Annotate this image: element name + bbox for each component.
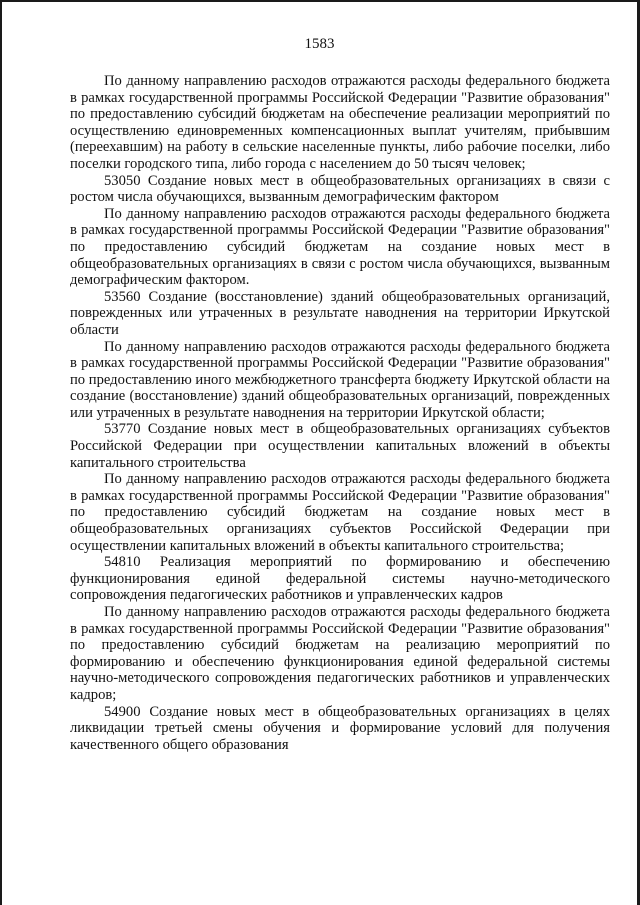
paragraph-code-heading: 53560 Создание (восстановление) зданий общеобразовательных организаций, поврежденных или утраченных в результате наводнения на территории Иркутской области [70, 288, 610, 338]
document-body [70, 73, 610, 753]
paragraph-code-heading: 54900 Создание новых мест в общеобразовательных организациях в целях ликвидации третьей смены обучения и формирование условий для получения качественного общего образования [70, 703, 610, 753]
paragraph-expense-description: По данному направлению расходов отражаются расходы федерального бюджета в рамках государственной программы Российской Федерации "Развитие образования" по предоставлению субсидий бюджетам на реализацию мероприятий по формированию и обеспечению функционирования единой федеральной системы научно-методического сопровождения педагогических работников и управленческих кадров; [70, 604, 610, 703]
paragraph-expense-description: По данному направлению расходов отражаются расходы федерального бюджета в рамках государственной программы Российской Федерации "Развитие образования" по предоставлению субсидий бюджетам на создание новых мест в общеобразовательных организациях в связи с ростом числа обучающихся, вызванным демографическим фактором. [70, 205, 610, 289]
paragraph-code-heading: 53050 Создание новых мест в общеобразовательных организациях в связи с ростом числа обучающихся, вызванным демографическим фактором [70, 172, 610, 206]
page-number: 1583 [304, 36, 335, 52]
paragraph-code-heading: 54810 Реализация мероприятий по формированию и обеспечению функционирования единой федеральной системы научно-методического сопровождения педагогических работников и управленческих кадров [70, 554, 610, 604]
paragraph-expense-description: По данному направлению расходов отражаются расходы федерального бюджета в рамках государственной программы Российской Федерации "Развитие образования" по предоставлению иного межбюджетного трансферта бюджету Иркутской области на создание (восстановление) зданий общеобразовательных организаций, поврежденных или утраченных в результате наводнения на территории Иркутской области; [70, 338, 610, 421]
paragraph-expense-description: По данному направлению расходов отражаются расходы федерального бюджета в рамках государственной программы Российской Федерации "Развитие образования" по предоставлению субсидий бюджетам на обеспечение реализации мероприятий по осуществлению единовременных компенсационных выплат учителям, прибывшим (переехавшим) на работу в сельские населенные пункты, либо рабочие поселки, либо поселки городского типа, либо города с населением до 50 тысяч человек; [70, 73, 610, 172]
paragraph-code-heading: 53770 Создание новых мест в общеобразовательных организациях субъектов Российской Федерации при осуществлении капитальных вложений в объекты капитального строительства [70, 421, 610, 471]
paragraph-expense-description: По данному направлению расходов отражаются расходы федерального бюджета в рамках государственной программы Российской Федерации "Развитие образования" по предоставлению субсидий бюджетам на создание новых мест в общеобразовательных организациях субъектов Российской Федерации при осуществлении капитальных вложений в объекты капитального строительства; [70, 471, 610, 554]
